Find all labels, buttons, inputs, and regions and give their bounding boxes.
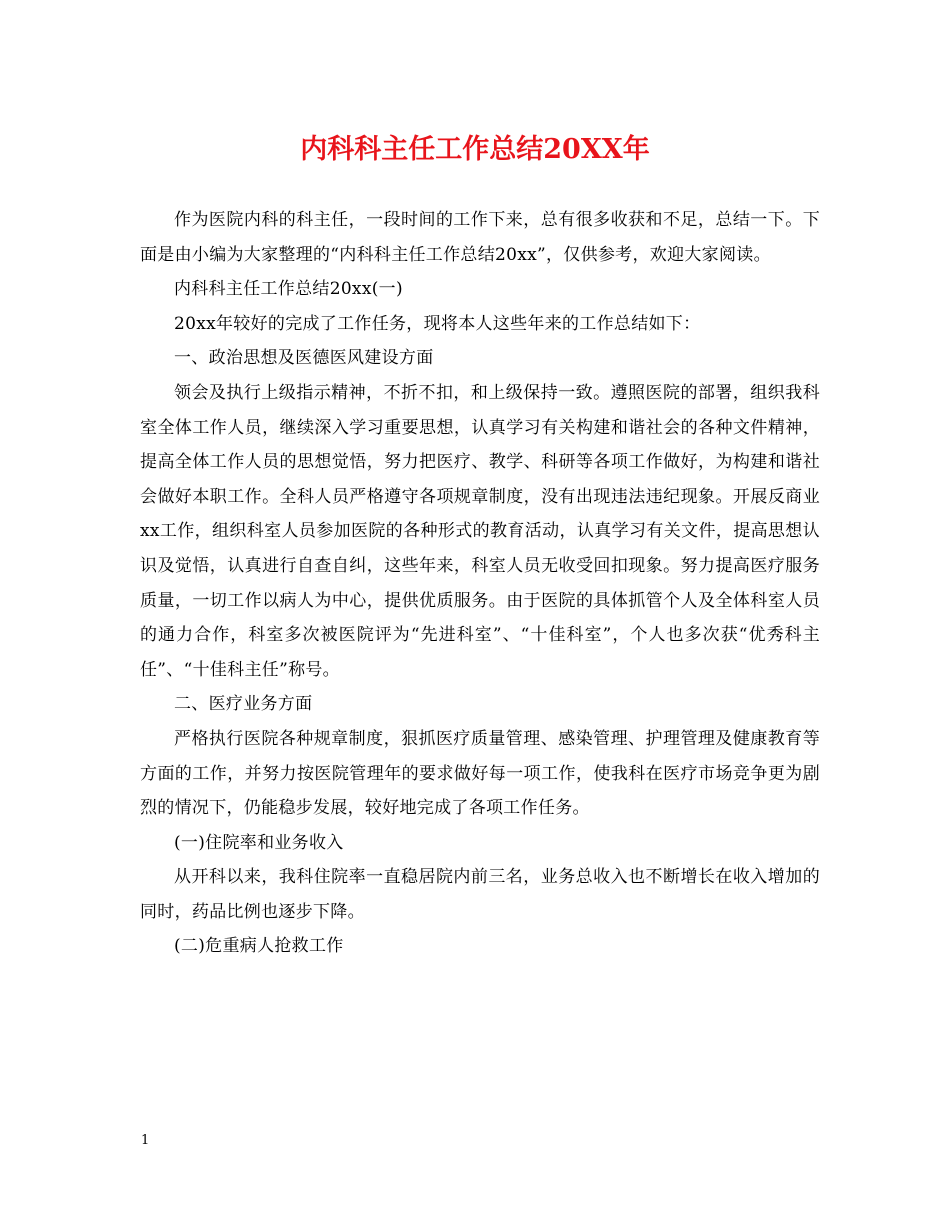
subsection-heading-critical-care: (二)危重病人抢救工作	[174, 936, 344, 957]
section-heading-political: 一、政治思想及医德医风建设方面	[174, 348, 434, 369]
document-title: 内科科主任工作总结20XX年	[300, 134, 650, 165]
section-heading-medical: 二、医疗业务方面	[174, 694, 313, 715]
paragraph-intro: 作为医院内科的科主任，一段时间的工作下来，总有很多收获和不足，总结一下。下面是由小编为大家整理的“内科科主任工作总结20xx”，仅供参考，欢迎大家阅读。	[140, 210, 820, 265]
paragraph-admission-body: 从开科以来，我科住院率一直稳居院内前三名，业务总收入也不断增长在收入增加的同时，药品比例也逐步下降。	[140, 867, 820, 922]
paragraph-heading-part-one: 内科科主任工作总结20xx(一)	[174, 279, 403, 300]
document-body	[140, 203, 820, 964]
subsection-heading-admission: (一)住院率和业务收入	[174, 832, 344, 853]
page-number: 1	[141, 1133, 150, 1148]
paragraph-summary-lead: 20xx年较好的完成了工作任务，现将本人这些年来的工作总结如下：	[174, 313, 701, 334]
paragraph-medical-body: 严格执行医院各种规章制度，狠抓医疗质量管理、感染管理、护理管理及健康教育等方面的工作，并努力按医院管理年的要求做好每一项工作，使我科在医疗市场竞争更为剧烈的情况下，仍能稳步发展，较好地完成了各项工作任务。	[140, 728, 820, 819]
paragraph-political-body: 领会及执行上级指示精神，不折不扣，和上级保持一致。遵照医院的部署，组织我科室全体工作人员，继续深入学习重要思想，认真学习有关构建和谐社会的各种文件精神，提高全体工作人员的思想觉悟，努力把医疗、教学、科研等各项工作做好，为构建和谐社会做好本职工作。全科人员严格遵守各项规章制度，没有出现违法违纪现象。开展反商业xx工作，组织科室人员参加医院的各种形式的教育活动，认真学习有关文件，提高思想认识及觉悟，认真进行自查自纠，这些年来，科室人员无收受回扣现象。努力提高医疗服务质量，一切工作以病人为中心，提供优质服务。由于医院的具体抓管个人及全体科室人员的通力合作，科室多次被医院评为“先进科室”、“十佳科室”，个人也多次获“优秀科主任”、“十佳科主任”称号。	[140, 382, 820, 680]
